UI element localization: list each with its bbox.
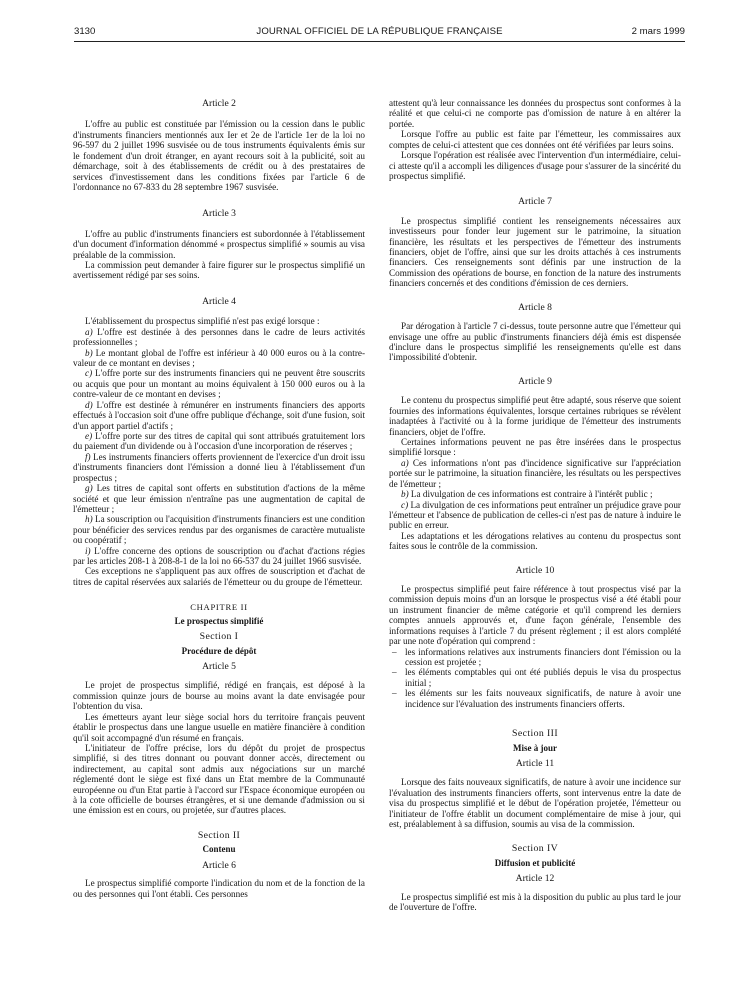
item-text: Ces informations n'ont pas d'incidence significative sur l'appréciation portée sur le patrimoine, la situation financière, les résultats ou les perspectives de l'émetteur ; xyxy=(389,457,681,489)
left-column xyxy=(73,99,365,899)
article-paragraph: Le prospectus simplifié peut faire référence à tout prospectus visé par la commission depuis moins d'un an lorsque le prospectus visé a été établi pour un instrument financier de même catégorie et qu'il comprend les derniers comptes annuels approuvés et, d'une façon générale, l'ensemble des informations requises à l'article 7 du présent règlement ; il est alors complété par une note d'opération qui comprend : xyxy=(389,584,681,647)
item-label: c) xyxy=(85,368,93,379)
item-text: L'offre concerne des options de souscription ou d'achat d'actions régies par les articles 208-1 à 208-8-1 de la loi no 66-537 du 24 juillet 1966 susvisée. xyxy=(73,545,365,567)
article-paragraph: Le prospectus simplifié comporte l'indication du nom et de la fonction de la ou des personnes qui l'ont établi. Ces personnes xyxy=(73,878,365,899)
article-paragraph: Le prospectus simplifié est mis à la disposition du public au plus tard le jour de l'ouverture de l'offre. xyxy=(389,891,681,913)
item-label: a) xyxy=(85,326,93,337)
item-text: La divulgation de ces informations est contraire à l'intérêt public ; xyxy=(408,489,653,500)
item-text: La divulgation de ces informations peut entraîner un préjudice grave pour l'émetteur et l'absence de publication de celles-ci n'est pas de nature à induire le public en erreur. xyxy=(389,499,681,531)
chapter-label: CHAPITRE II xyxy=(190,602,248,613)
section-label: Section I xyxy=(199,631,239,643)
item-label: a) xyxy=(401,457,409,468)
right-column xyxy=(389,98,681,913)
item-text: Les titres de capital sont offerts en substitution d'actions de la même société et que leur émission n'entraîne pas une augmentation de capital de l'émetteur ; xyxy=(73,483,365,514)
section-title: Contenu xyxy=(202,844,236,855)
section-title: Diffusion et publicité xyxy=(494,857,576,868)
article-title: Article 10 xyxy=(515,564,555,576)
item-text: La souscription ou l'acquisition d'instruments financiers est une condition pour bénéficier des services rendus par des organismes de caractère mutualiste ou coopératif ; xyxy=(73,514,365,546)
list-item xyxy=(73,400,365,431)
article-paragraph: Le prospectus simplifié contient les renseignements nécessaires aux investisseurs pour fonder leur jugement sur le patrimoine, la situation financière, les résultats et les perspectives de l'émetteur des instruments financiers, objet de l'offre, ainsi que sur les droits attachés à ces instruments financiers. Ces renseignements sont définis par une instruction de la Commission des opérations de bourse, en fonction de la nature des instruments financiers concernés et des conditions d'émission de ces derniers. xyxy=(389,215,681,289)
article-paragraph: Certaines informations peuvent ne pas être insérées dans le prospectus simplifié lorsque : xyxy=(389,436,681,458)
article-title: Article 7 xyxy=(518,196,552,208)
article-paragraph: Par dérogation à l'article 7 ci-dessus, toute personne autre que l'émetteur qui envisage une offre au public d'instruments financiers déjà émis est dispensée d'inclure dans le prospectus simplifié les renseignements qu'elle est dans l'impossibilité d'obtenir. xyxy=(389,321,681,363)
item-text: L'offre porte sur des instruments financiers qui ne peuvent être souscrits ou acquis que pour un montant au moins équivalent à 150 000 euros ou à la contre-valeur de ce montant en devises ; xyxy=(73,368,365,400)
article-title: Article 8 xyxy=(518,301,552,313)
article-title: Article 11 xyxy=(515,757,555,769)
item-text: Les instruments financiers offerts proviennent de l'exercice d'un droit issu d'instruments financiers dont l'émission a donné lieu à l'établissement d'un prospectus ; xyxy=(73,451,365,483)
article-paragraph: L'établissement du prospectus simplifié n'est pas exigé lorsque : xyxy=(85,316,320,327)
article-title: Article 6 xyxy=(202,859,236,871)
list-item xyxy=(73,431,365,452)
article-paragraph: Lorsque des faits nouveaux significatifs, de nature à avoir une incidence sur l'évaluation des instruments financiers offerts, sont intervenus entre la date de visa du prospectus simplifié et le début de l'opération projetée, l'émetteur ou l'initiateur de l'offre établit un document complémentaire de mise à jour, qui est, préalablement à sa diffusion, soumis au visa de la commission. xyxy=(389,777,681,830)
list-item xyxy=(73,546,365,567)
article-paragraph: attestent qu'à leur connaissance les données du prospectus sont conformes à la réalité et que celui-ci ne comporte pas d'omission de nature à en altérer la portée. xyxy=(389,98,681,129)
list-item xyxy=(73,483,365,514)
journal-title: JOURNAL OFFICIEL DE LA RÉPUBLIQUE FRANÇAISE xyxy=(256,26,503,37)
item-text: L'offre est destinée à rémunérer en instruments financiers des apports effectués à l'occasion soit d'une offre publique d'échange, soit d'une fusion, soit d'un apport partiel d'actifs ; xyxy=(73,399,365,431)
item-label: f) xyxy=(85,451,91,462)
article-title: Article 5 xyxy=(202,660,236,672)
item-label: h) xyxy=(85,514,93,525)
article-title: Article 3 xyxy=(202,208,236,220)
article-title: Article 9 xyxy=(518,375,552,387)
list-item: – les éléments sur les faits nouveaux significatifs, de nature à avoir une incidence sur l'évaluation des instruments financiers offerts. xyxy=(389,688,681,709)
bullet-list xyxy=(389,647,681,710)
section-label: Section III xyxy=(511,728,559,740)
page-header xyxy=(74,26,685,40)
list-item xyxy=(73,452,365,483)
section-label: Section IV xyxy=(511,843,559,855)
article-paragraph: La commission peut demander à faire figurer sur le prospectus simplifié un avertissement rédigé par ses soins. xyxy=(73,260,365,281)
chapter-title: Le prospectus simplifié xyxy=(174,615,264,626)
list-item: – les éléments comptables qui ont été publiés depuis le visa du prospectus initial ; xyxy=(389,667,681,688)
section-title: Mise à jour xyxy=(513,742,557,753)
article-paragraph: Lorsque l'offre au public est faite par l'émetteur, les commissaires aux comptes de celui-ci attestent que ces données ont été vérifiées par leurs soins. xyxy=(389,129,681,150)
item-label: g) xyxy=(85,483,93,494)
list-item xyxy=(389,489,681,499)
item-text: L'offre porte sur des titres de capital qui sont attribués gratuitement lors du paiement d'un dividende ou à l'occasion d'une incorporation de réserves ; xyxy=(73,430,365,452)
item-label: b) xyxy=(401,489,409,500)
list-item xyxy=(73,327,365,348)
list-item xyxy=(73,514,365,545)
issue-date: 2 mars 1999 xyxy=(631,26,685,37)
item-text: Le montant global de l'offre est inférieur à 40 000 euros ou à la contre-valeur de ce montant en devises ; xyxy=(73,347,365,369)
article-paragraph: Lorsque l'opération est réalisée avec l'intervention d'un intermédiaire, celui-ci atteste qu'il a accompli les diligences d'usage pour s'assurer de la sincérité du prospectus simplifié. xyxy=(389,150,681,181)
section-label: Section II xyxy=(197,829,241,841)
list-item: – les informations relatives aux instruments financiers dont l'émission ou la cession est projetée ; xyxy=(389,647,681,668)
list-item xyxy=(389,500,681,531)
article-paragraph: Les adaptations et les dérogations relatives au contenu du prospectus sont faites sous le contrôle de la commission. xyxy=(389,530,681,552)
article-paragraph: L'offre au public est constituée par l'émission ou la cession dans le public d'instruments financiers mentionnés aux Ier et 2e de l'article 1er de la loi no 96-597 du 2 juillet 1996 susvisée ou de tous instruments équivalents émis sur le fondement d'un droit étranger, en ayant recours soit à la publicité, soit au démarchage, soit à des établissements de crédit ou à des prestataires de services d'investissement dans les conditions fixées par l'article 6 de l'ordonnance no 67-833 du 28 septembre 1967 susvisée. xyxy=(73,119,365,192)
header-rule xyxy=(74,41,685,42)
item-label: i) xyxy=(85,545,91,556)
list-item xyxy=(73,368,365,399)
article-paragraph: Les émetteurs ayant leur siège social hors du territoire français peuvent établir le prospectus dans une langue usuelle en matière financière à condition qu'il soit accompagné d'un résumé en français. xyxy=(73,711,365,743)
article-title: Article 12 xyxy=(515,873,555,885)
page-number: 3130 xyxy=(74,26,96,37)
article-title: Article 4 xyxy=(202,295,236,307)
section-title: Procédure de dépôt xyxy=(181,645,257,656)
article-paragraph: L'initiateur de l'offre précise, lors du dépôt du projet de prospectus simplifié, si des titres donnant ou pouvant donner accès, directement ou indirectement, au capital sont admis aux négociations sur un marché réglementé dont le siège est fixé dans un Etat membre de la Communauté européenne ou d'un Etat partie à l'accord sur l'Espace économique européen ou à la cote officielle de bourses étrangères, et si une demande d'admission ou si une émission est en cours, ou projetée, sur d'autres places. xyxy=(73,742,365,816)
article-paragraph: Le projet de prospectus simplifié, rédigé en français, est déposé à la commission quinze jours de bourse au moins avant la date envisagée pour l'obtention du visa. xyxy=(73,680,365,712)
item-label: d) xyxy=(85,399,93,410)
list-item xyxy=(73,348,365,369)
article-paragraph: Le contenu du prospectus simplifié peut être adapté, sous réserve que soient fournies des informations équivalentes, lorsque certaines rubriques se révèlent inadaptées à l'activité ou à la forme juridique de l'émetteur des instruments financiers, objet de l'offre. xyxy=(389,395,681,437)
item-text: L'offre est destinée à des personnes dans le cadre de leurs activités professionnelles ; xyxy=(73,326,365,348)
article-paragraph: L'offre au public d'instruments financiers est subordonnée à l'établissement d'un document d'information dénommé « prospectus simplifié » soumis au visa préalable de la commission. xyxy=(73,228,365,260)
item-label: b) xyxy=(85,347,93,358)
article-title: Article 2 xyxy=(202,98,236,109)
article-paragraph: Ces exceptions ne s'appliquent pas aux offres de souscription et d'achat de titres de capital réservées aux salariés de l'émetteur ou du groupe de l'émetteur. xyxy=(73,566,365,587)
item-label: c) xyxy=(401,499,409,510)
item-label: e) xyxy=(85,430,93,441)
list-item xyxy=(389,458,681,489)
